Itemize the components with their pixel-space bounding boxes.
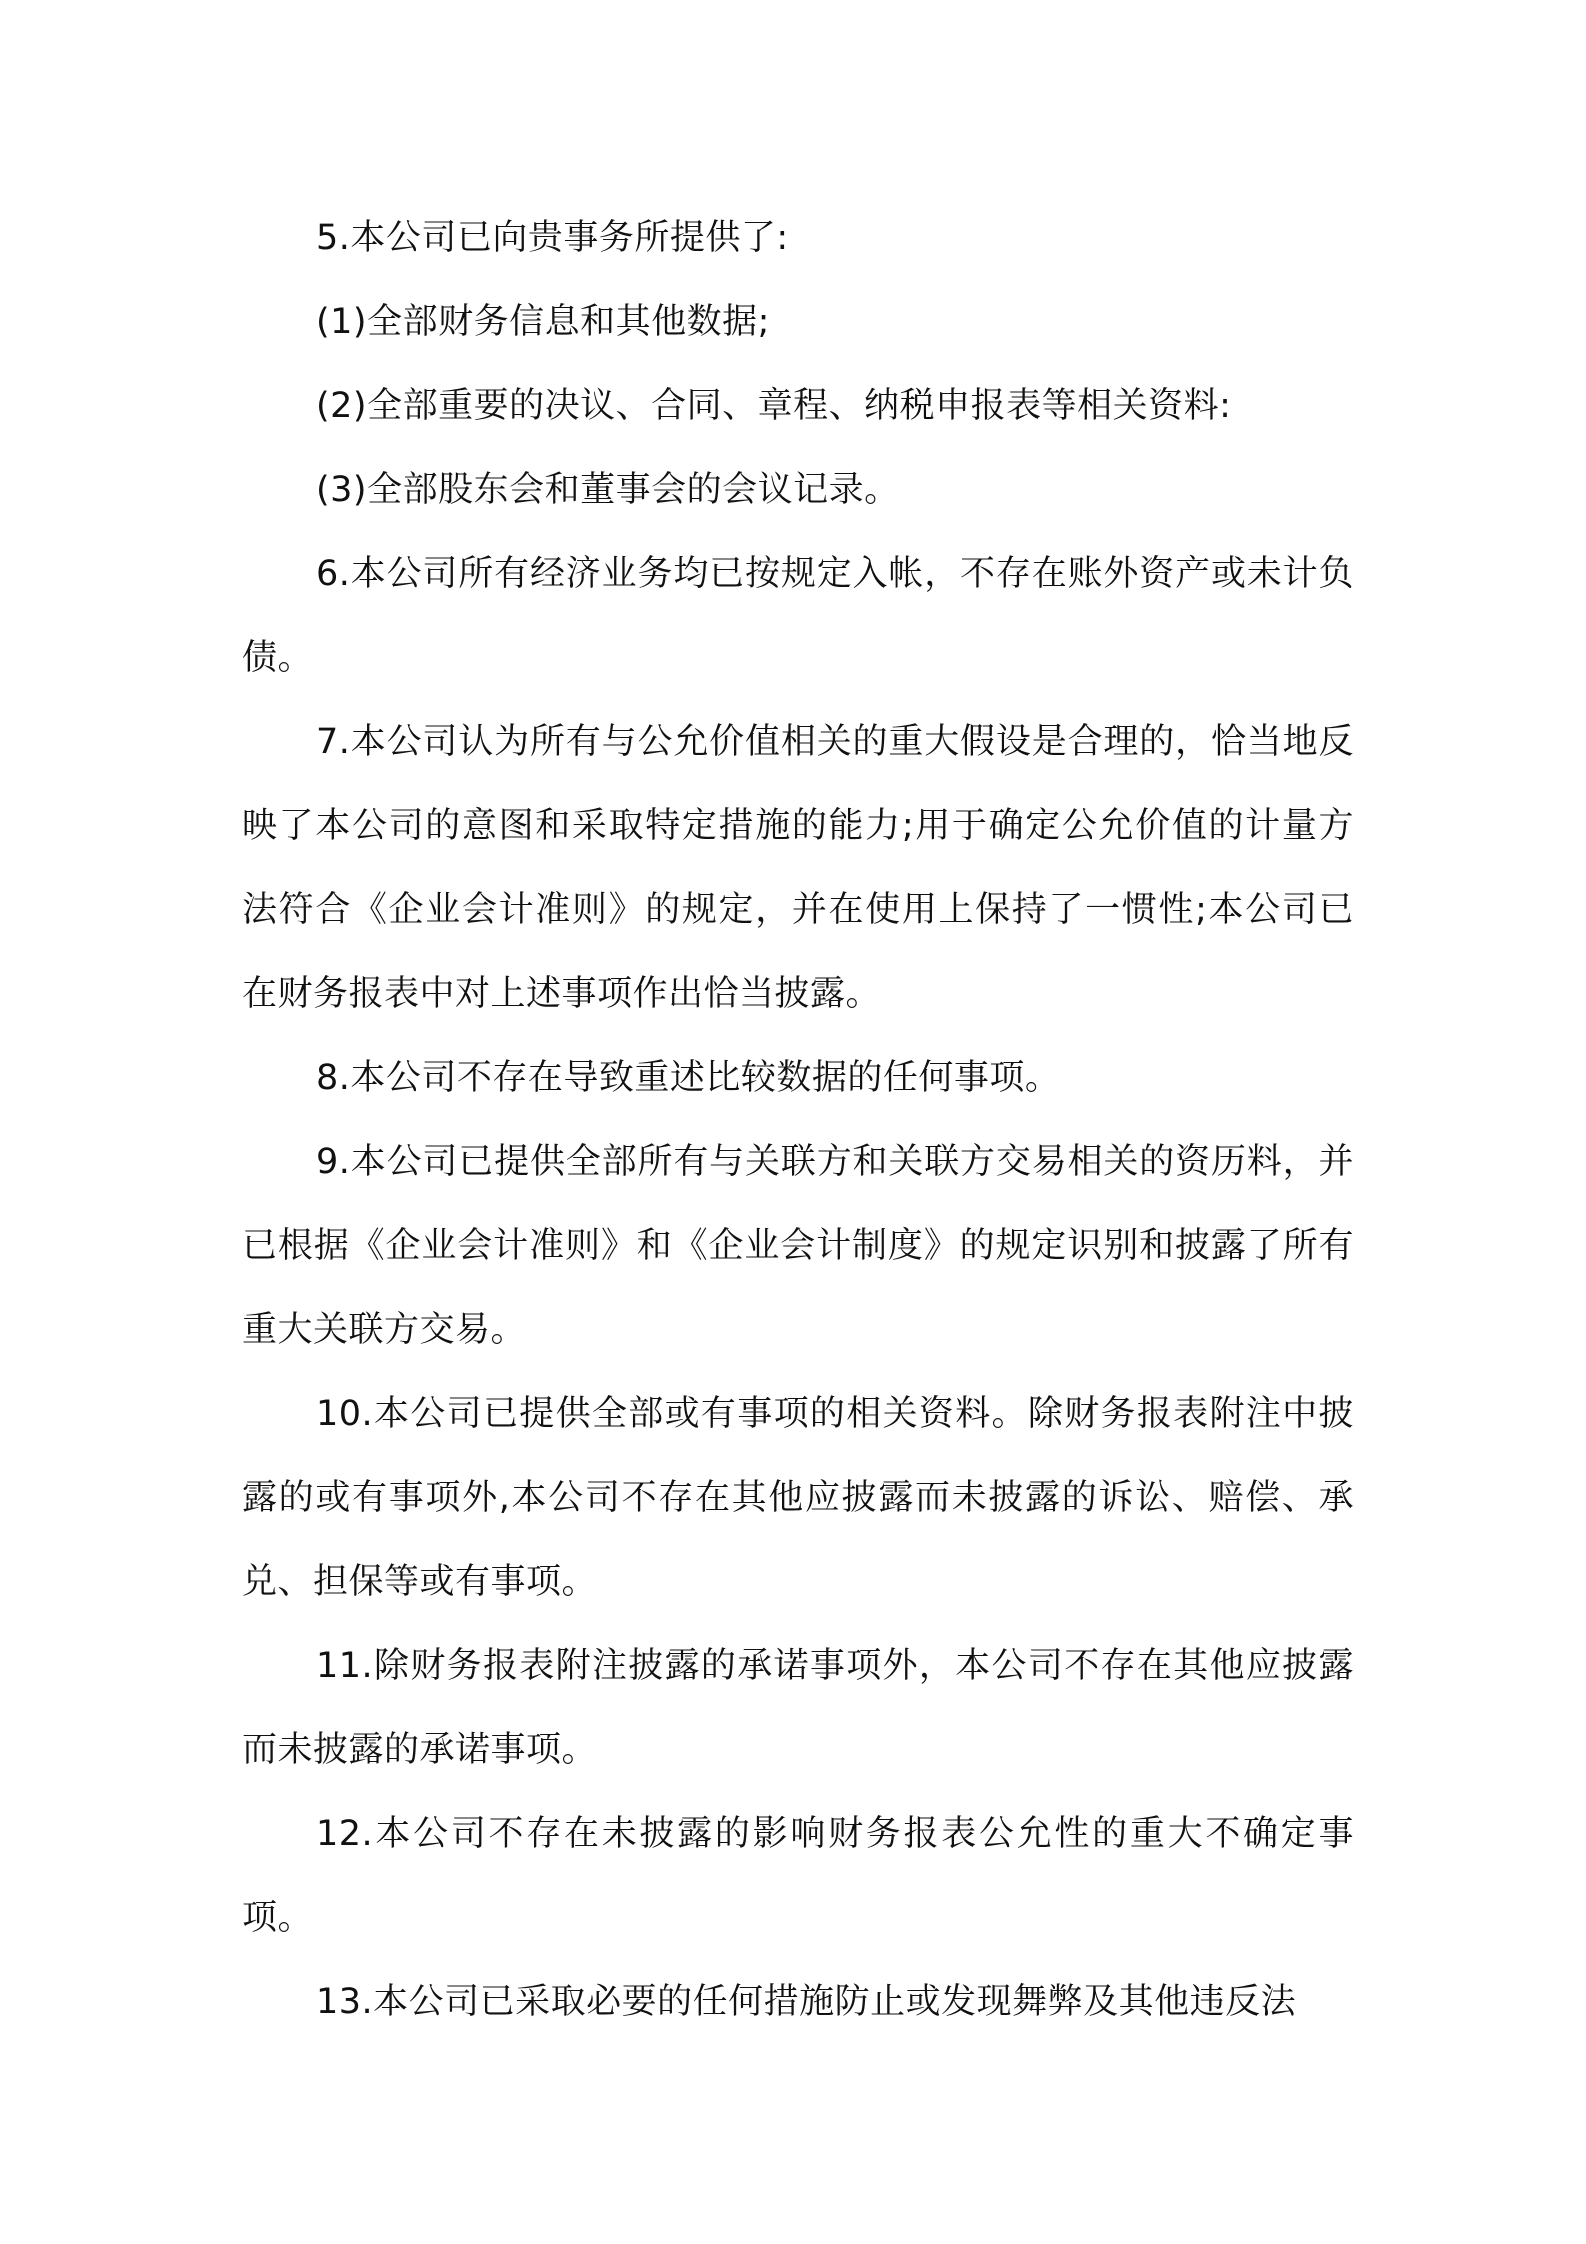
paragraph-item-10: 10.本公司已提供全部或有事项的相关资料。除财务报表附注中披露的或有事项外,本公司不存在其他应披露而未披露的诉讼、赔偿、承兑、担保等或有事项。 bbox=[242, 1394, 1354, 1602]
document-body bbox=[242, 196, 1354, 2044]
paragraph-item-12: 12.本公司不存在未披露的影响财务报表公允性的重大不确定事项。 bbox=[242, 1814, 1354, 1938]
paragraph-item-7: 7.本公司认为所有与公允价值相关的重大假设是合理的，恰当地反映了本公司的意图和采取特定措施的能力;用于确定公允价值的计量方法符合《企业会计准则》的规定，并在使用上保持了一惯性;本公司已在财务报表中对上述事项作出恰当披露。 bbox=[242, 722, 1354, 1014]
paragraph-item-13: 13.本公司已采取必要的任何措施防止或发现舞弊及其他违反法 bbox=[316, 1982, 1297, 2022]
paragraph-subitem-3: (3)全部股东会和董事会的会议记录。 bbox=[316, 470, 900, 510]
paragraph-item-6: 6.本公司所有经济业务均已按规定入帐，不存在账外资产或未计负债。 bbox=[242, 554, 1354, 678]
paragraph-item-11: 11.除财务报表附注披露的承诺事项外，本公司不存在其他应披露而未披露的承诺事项。 bbox=[242, 1646, 1354, 1770]
paragraph-item-8: 8.本公司不存在导致重述比较数据的任何事项。 bbox=[316, 1058, 1061, 1098]
paragraph-item-5: 5.本公司已向贵事务所提供了: bbox=[316, 218, 789, 258]
paragraph-item-9: 9.本公司已提供全部所有与关联方和关联方交易相关的资历料，并已根据《企业会计准则》和《企业会计制度》的规定识别和披露了所有重大关联方交易。 bbox=[242, 1142, 1354, 1350]
paragraph-subitem-2: (2)全部重要的决议、合同、章程、纳税申报表等相关资料: bbox=[316, 386, 1232, 426]
paragraph-subitem-1: (1)全部财务信息和其他数据; bbox=[316, 302, 770, 342]
